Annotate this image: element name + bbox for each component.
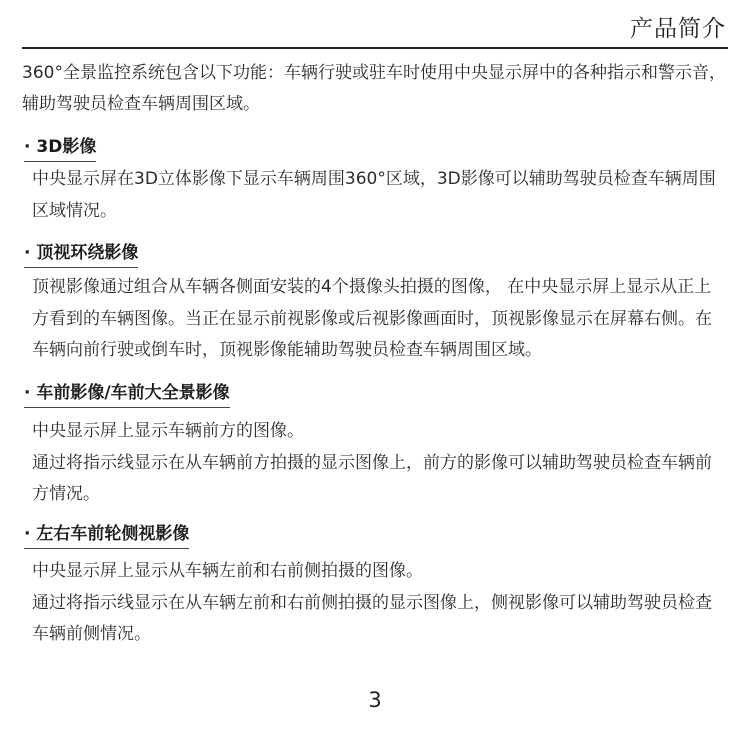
section-heading-3d-view: · 3D影像: [24, 132, 96, 162]
section-body-3d-view: [32, 164, 728, 227]
section-body-front-view: [32, 416, 728, 511]
paragraph: 中央显示屏上显示从车辆左前和右前侧拍摄的图像。: [32, 561, 423, 581]
header-title: 产品简介: [630, 16, 726, 42]
intro-paragraph: 360°全景监控系统包含以下功能：车辆行驶或驻车时使用中央显示屏中的各种指示和警示音，辅助驾驶员检查车辆周围区域。: [22, 63, 726, 114]
section-heading-front-view: · 车前影像/车前大全景影像: [24, 378, 230, 408]
section-body-side-view: [32, 556, 728, 651]
page-number: 3: [368, 688, 382, 712]
paragraph: 通过将指示线显示在从车辆前方拍摄的显示图像上，前方的影像可以辅助驾驶员检查车辆前方情况。: [32, 452, 712, 504]
section-heading-side-view: · 左右车前轮侧视影像: [24, 519, 189, 549]
paragraph: 中央显示屏上显示车辆前方的图像。: [32, 421, 304, 441]
paragraph: 通过将指示线显示在从车辆左前和右前侧拍摄的显示图像上，侧视影像可以辅助驾驶员检查车辆前侧情况。: [32, 592, 712, 644]
section-body-top-view: [32, 272, 728, 367]
paragraph: 顶视影像通过组合从车辆各侧面安装的4个摄像头拍摄的图像， 在中央显示屏上显示从正上方看到的车辆图像。当正在显示前视影像或后视影像画面时，顶视影像显示在屏幕右侧。在车辆向前行驶或倒车时，顶视影像能辅助驾驶员检查车辆周围区域。: [32, 277, 712, 360]
header-divider: [22, 47, 728, 49]
paragraph: 中央显示屏在3D立体影像下显示车辆周围360°区域，3D影像可以辅助驾驶员检查车辆周围区域情况。: [32, 169, 716, 221]
section-heading-top-view: · 顶视环绕影像: [24, 238, 138, 268]
